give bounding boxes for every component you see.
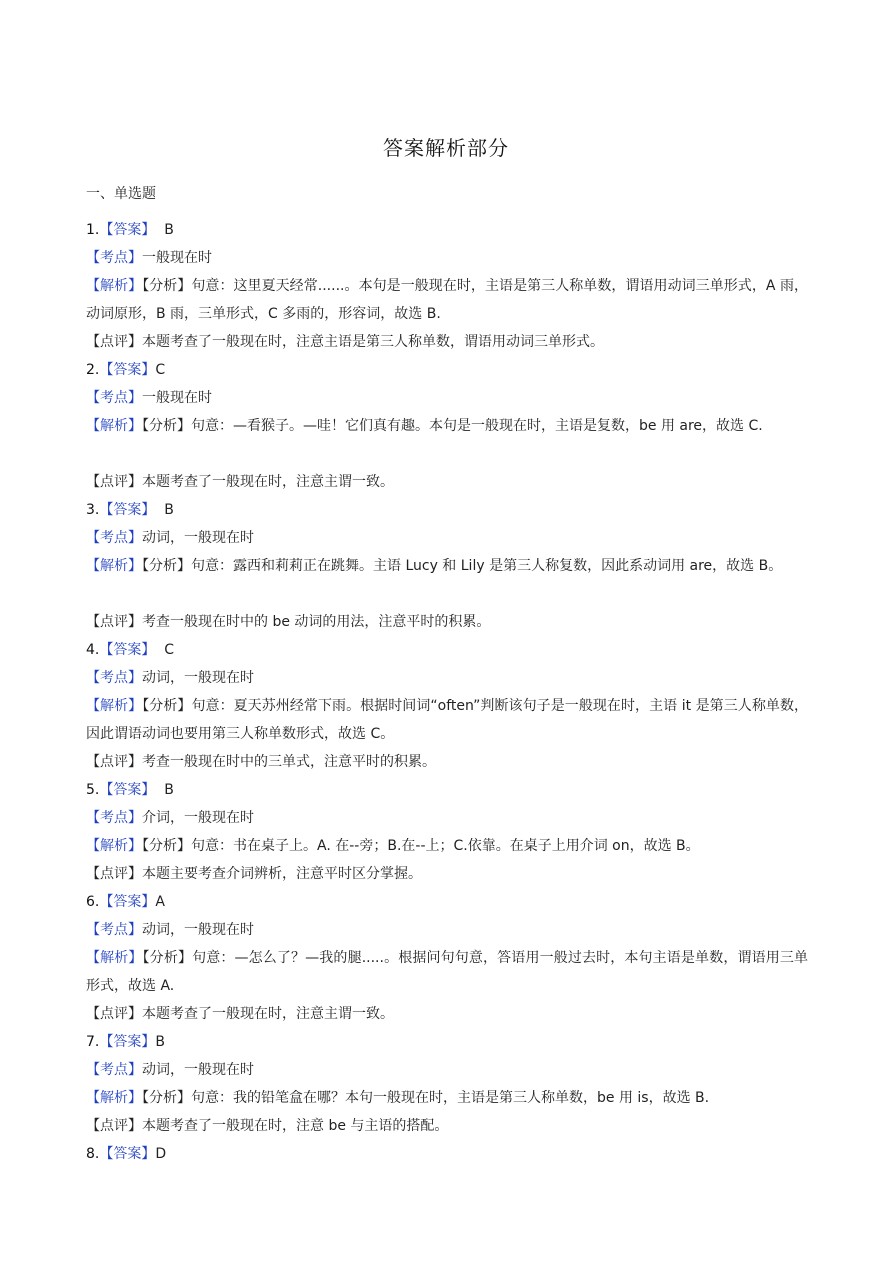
answer-value: B <box>155 782 174 798</box>
comment-text: 【点评】本题考查了一般现在时，注意主谓一致。 <box>86 474 394 490</box>
analysis-label: 【解析】 <box>86 950 143 966</box>
answer-line <box>86 1140 808 1168</box>
point-label: 【考点】 <box>86 922 142 938</box>
question-number: 8. <box>86 1146 100 1162</box>
question-number: 4. <box>86 642 100 658</box>
point-label: 【考点】 <box>86 390 142 406</box>
answer-label: 【答案】 <box>99 642 156 658</box>
comment-text: 【点评】考查一般现在时中的 be 动词的用法，注意平时的积累。 <box>86 614 491 630</box>
answer-value: C <box>155 362 166 378</box>
point-label: 【考点】 <box>86 810 142 826</box>
question-number: 6. <box>86 894 100 910</box>
analysis-line <box>86 412 808 468</box>
analysis-line <box>86 944 808 1000</box>
answer-line <box>86 496 808 524</box>
comment-line <box>86 468 808 496</box>
analysis-label: 【解析】 <box>86 418 142 434</box>
point-line <box>86 804 808 832</box>
point-line <box>86 244 808 272</box>
comment-text: 【点评】考查一般现在时中的三单式，注意平时的积累。 <box>86 754 436 770</box>
point-label: 【考点】 <box>86 1062 142 1078</box>
analysis-text: 【分析】句意：露西和莉莉正在跳舞。主语 Lucy 和 Lily 是第三人称复数，因此系动词用 are，故选 B。 <box>142 558 783 574</box>
answer-label: 【答案】 <box>99 782 156 798</box>
answer-label: 【答案】 <box>99 222 156 238</box>
point-line <box>86 1056 808 1084</box>
analysis-text: 【分析】句意：—怎么了？—我的腿.....。根据问句句意，答语用一般过去时，本句主语是单数，谓语用三单形式，故选 A. <box>86 950 809 994</box>
comment-line <box>86 1000 808 1028</box>
analysis-text: 【分析】句意：书在桌子上。A. 在--旁；B.在--上；C.依靠。在桌子上用介词 on，故选 B。 <box>142 838 700 854</box>
analysis-label: 【解析】 <box>86 558 142 574</box>
answer-value: B <box>155 502 174 518</box>
analysis-text: 【分析】句意：—看猴子。—哇！它们真有趣。本句是一般现在时，主语是复数，be 用 are，故选 C. <box>142 418 763 434</box>
answer-line <box>86 636 808 664</box>
answer-value: B <box>155 1034 165 1050</box>
point-text: 一般现在时 <box>142 390 212 406</box>
answer-value: B <box>155 222 174 238</box>
comment-line <box>86 1112 808 1140</box>
point-line <box>86 664 808 692</box>
answer-label: 【答案】 <box>99 894 156 910</box>
answer-label: 【答案】 <box>99 502 156 518</box>
analysis-text: 【分析】句意：这里夏天经常......。本句是一般现在时，主语是第三人称单数，谓语用动词三单形式，A 雨，动词原形，B 雨，三单形式，C 多雨的，形容词，故选 B. <box>86 278 808 322</box>
answer-list <box>86 216 808 1168</box>
comment-line <box>86 860 808 888</box>
answer-line <box>86 356 808 384</box>
analysis-line <box>86 1084 808 1112</box>
question-number: 7. <box>86 1034 100 1050</box>
question-number: 2. <box>86 362 100 378</box>
comment-line <box>86 608 808 636</box>
answer-line <box>86 216 808 244</box>
answer-label: 【答案】 <box>99 362 156 378</box>
point-text: 介词，一般现在时 <box>142 810 254 826</box>
answer-value: A <box>155 894 165 910</box>
analysis-label: 【解析】 <box>86 698 143 714</box>
answer-line <box>86 888 808 916</box>
point-text: 动词，一般现在时 <box>142 530 254 546</box>
point-line <box>86 524 808 552</box>
analysis-text: 【分析】句意：我的铅笔盒在哪？本句一般现在时，主语是第三人称单数，be 用 is，故选 B. <box>142 1090 710 1106</box>
question-number: 5. <box>86 782 100 798</box>
page-title: 答案解析部分 <box>383 136 509 160</box>
answer-value: C <box>155 642 175 658</box>
question-number: 1. <box>86 222 100 238</box>
point-label: 【考点】 <box>86 250 142 266</box>
answer-line <box>86 1028 808 1056</box>
point-text: 动词，一般现在时 <box>142 922 254 938</box>
comment-line <box>86 748 808 776</box>
comment-text: 【点评】本题考查了一般现在时，注意主语是第三人称单数，谓语用动词三单形式。 <box>86 334 604 350</box>
comment-text: 【点评】本题主要考查介词辨析，注意平时区分掌握。 <box>86 866 422 882</box>
point-text: 动词，一般现在时 <box>142 1062 254 1078</box>
analysis-label: 【解析】 <box>86 1090 142 1106</box>
analysis-line <box>86 692 808 748</box>
answer-value: D <box>155 1146 167 1162</box>
point-line <box>86 916 808 944</box>
point-line <box>86 384 808 412</box>
comment-line <box>86 328 808 356</box>
comment-text: 【点评】本题考查了一般现在时，注意主谓一致。 <box>86 1006 394 1022</box>
point-text: 动词，一般现在时 <box>142 670 254 686</box>
answer-label: 【答案】 <box>99 1146 156 1162</box>
analysis-text: 【分析】句意：夏天苏州经常下雨。根据时间词“often”判断该句子是一般现在时，主语 it 是第三人称单数，因此谓语动词也要用第三人称单数形式，故选 C。 <box>86 698 809 742</box>
question-number: 3. <box>86 502 100 518</box>
analysis-line <box>86 552 808 608</box>
analysis-label: 【解析】 <box>86 278 143 294</box>
comment-text: 【点评】本题考查了一般现在时，注意 be 与主语的搭配。 <box>86 1118 449 1134</box>
point-text: 一般现在时 <box>142 250 212 266</box>
analysis-line <box>86 832 808 860</box>
analysis-label: 【解析】 <box>86 838 142 854</box>
section-heading: 一、单选题 <box>86 186 156 202</box>
point-label: 【考点】 <box>86 670 142 686</box>
answer-label: 【答案】 <box>99 1034 156 1050</box>
answer-line <box>86 776 808 804</box>
point-label: 【考点】 <box>86 530 142 546</box>
analysis-line <box>86 272 808 328</box>
